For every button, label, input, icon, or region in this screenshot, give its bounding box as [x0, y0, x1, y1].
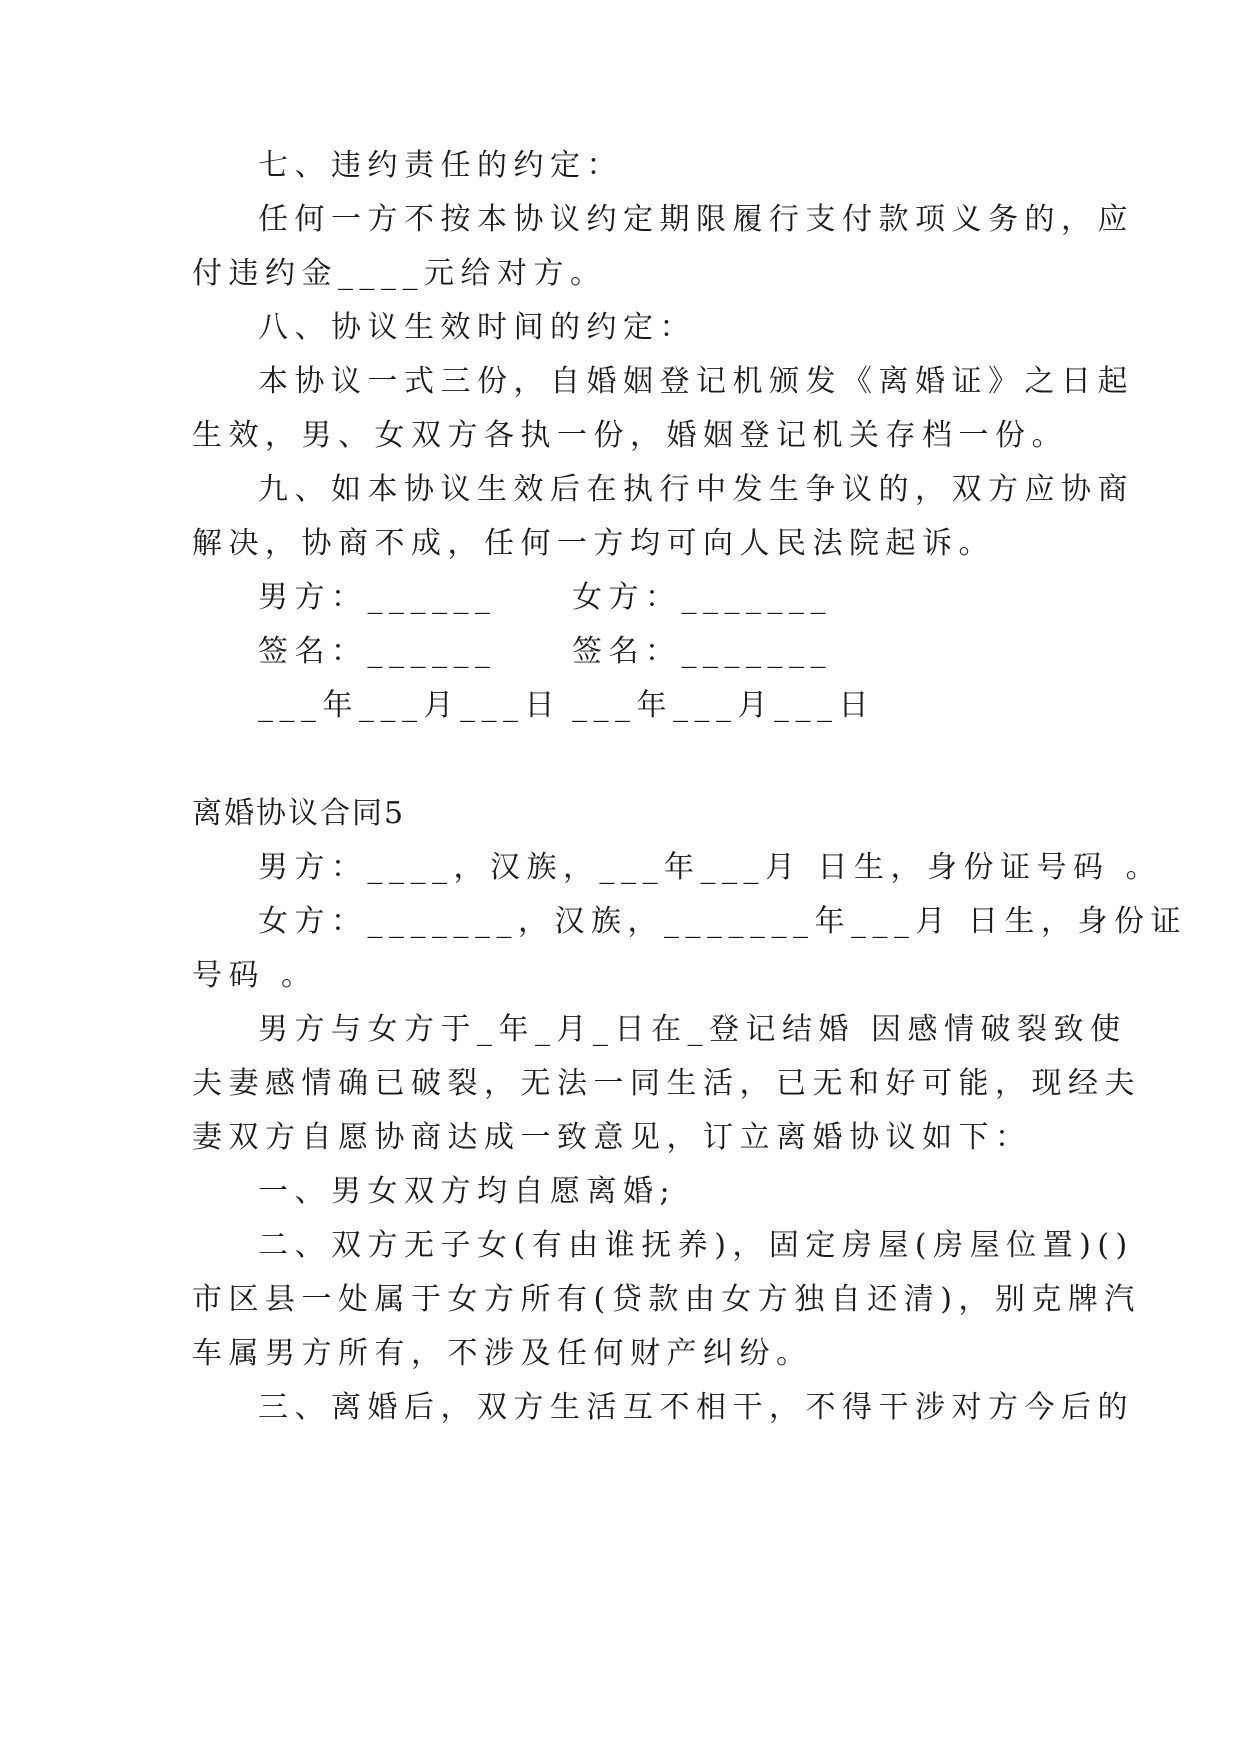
- male-info-line: 男方：____，汉族，___年___月 日生，身份证号码 。: [258, 850, 1163, 885]
- contract-5-title: 离婚协议合同5: [192, 796, 406, 831]
- intro-line-1: 男方与女方于_年_月_日在_登记结婚 因感情破裂致使: [258, 1012, 1127, 1047]
- male-signature-line: 签名：______: [258, 634, 497, 669]
- item-2-line-1: 二、双方无子女(有由谁抚养)，固定房屋(房屋位置)(): [258, 1228, 1134, 1263]
- clause-8-body-line-2: 生效，男、女双方各执一份，婚姻登记机关存档一份。: [192, 418, 1068, 453]
- female-date-line: ___年___月___日: [572, 688, 875, 723]
- female-info-line-2: 号码 。: [192, 958, 318, 993]
- item-2-line-3: 车属男方所有，不涉及任何财产纠纷。: [192, 1336, 813, 1371]
- clause-7-heading: 七、违约责任的约定：: [258, 148, 623, 183]
- item-1: 一、男女双方均自愿离婚;: [258, 1174, 677, 1209]
- clause-8-body-line-1: 本协议一式三份，自婚姻登记机颁发《离婚证》之日起: [258, 364, 1134, 399]
- female-signature-line: 签名：_______: [572, 634, 832, 669]
- intro-line-2: 夫妻感情确已破裂，无法一同生活，已无和好可能，现经夫: [192, 1066, 1141, 1101]
- clause-9-line-1: 九、如本协议生效后在执行中发生争议的，双方应协商: [258, 472, 1134, 507]
- item-3-line-1: 三、离婚后，双方生活互不相干，不得干涉对方今后的: [258, 1390, 1134, 1425]
- clause-8-heading: 八、协议生效时间的约定：: [258, 310, 696, 345]
- male-date-line: ___年___月___日: [258, 688, 561, 723]
- clause-9-line-2: 解决，协商不成，任何一方均可向人民法院起诉。: [192, 526, 995, 561]
- clause-7-body-line-2: 付违约金____元给对方。: [192, 256, 607, 291]
- intro-line-3: 妻双方自愿协商达成一致意见，订立离婚协议如下：: [192, 1120, 1032, 1155]
- male-party-sign-line: 男方：______: [258, 580, 497, 615]
- item-2-line-2: 市区县一处属于女方所有(贷款由女方独自还清)，别克牌汽: [192, 1282, 1141, 1317]
- female-info-line-1: 女方：_______，汉族，_______年___月 日生，身份证: [258, 904, 1188, 939]
- clause-7-body-line-1: 任何一方不按本协议约定期限履行支付款项义务的，应: [258, 202, 1134, 237]
- female-party-sign-line: 女方：_______: [572, 580, 832, 615]
